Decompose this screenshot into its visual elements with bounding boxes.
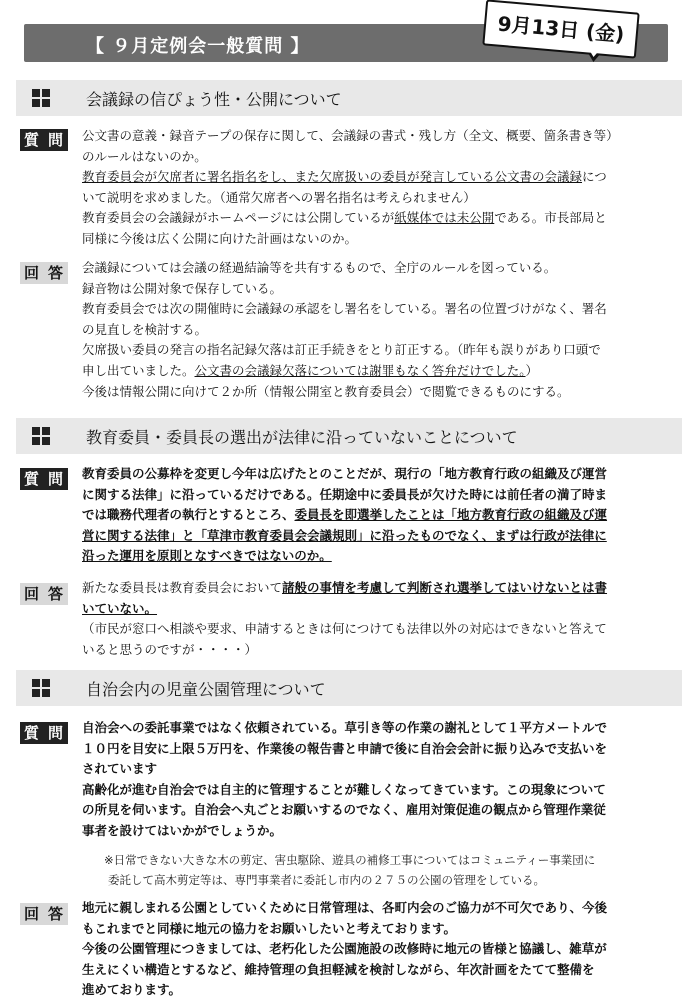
section-title: 自治会内の児童公園管理について (86, 680, 326, 699)
text-line: のルールはないのか。 (82, 148, 207, 164)
date-callout-tail-fill (586, 45, 603, 57)
text-line: 公文書の意義・録音テープの保存に関して、会議録の書式・残し方（全文、概要、箇条書き等） (82, 128, 619, 143)
underlined-text: 委員長を即選挙したことは「地方教育行政の組織及び運 (294, 507, 608, 523)
text-line: に関する法律」に沿っているだけである。任期途中に委員長が欠けた時には前任者の満了時ま (82, 486, 608, 502)
text-span: ） (525, 362, 539, 378)
question-text (82, 718, 682, 842)
text-line: 自治会への委託事業ではなく依頼されている。草引き等の作業の謝礼として１平方メートルで (82, 720, 608, 735)
grid-icon (32, 679, 50, 697)
text-span: につ (582, 169, 607, 185)
badge-char: 答 (44, 583, 68, 605)
text-line (82, 505, 682, 526)
text-line: 教育委員会では次の開催時に会議録の承認をし署名をしている。署名の位置づけがなく、署名 (82, 301, 607, 317)
text-line: いると思うのですが・・・・） (82, 641, 258, 657)
badge-char: 答 (44, 903, 68, 925)
text-line: （市民が窓口へ相談や要求、申請するときは何につけても法律以外の対応はできないと答えて (82, 621, 607, 637)
badge-char: 質 (20, 129, 44, 151)
text-line: 欠席扱い委員の発言の指名記録欠落は訂正手続きをとり訂正する。（昨年も誤りがあり口頭で (82, 342, 601, 358)
answer-badge (20, 262, 72, 284)
underlined-text: 紙媒体では未公開 (394, 210, 495, 226)
badge-char: 回 (20, 903, 44, 925)
text-span: 申し出ていました。 (82, 362, 195, 378)
text-line: もこれまでと同様に地元の協力をお願いしたいと考えております。 (82, 920, 457, 936)
underlined-text: 諸般の事情を考慮して判断され選挙してはいけないとは書 (282, 580, 608, 595)
grid-icon (32, 427, 50, 445)
section-title: 教育委員・委員長の選出が法律に沿っていないことについて (86, 428, 518, 447)
text-line: 教育委員の公募枠を変更し今年は広げたとのことだが、現行の「地方教育行政の組織及び運営 (82, 466, 608, 481)
badge-char: 回 (20, 262, 44, 284)
answer-text (82, 258, 682, 402)
underlined-text: 公文書の会議録欠落については謝罪もなく答弁だけでした。 (194, 362, 526, 378)
text-line: 委託して高木剪定等は、専門事業者に委託し市内の２７５の公園の管理をしている。 (108, 873, 545, 887)
section-title: 会議録の信ぴょう性・公開について (86, 90, 342, 109)
badge-char: 回 (20, 583, 44, 605)
question-text (82, 126, 682, 250)
text-line: されています (82, 761, 158, 777)
badge-char: 問 (44, 129, 68, 151)
question-badge (20, 468, 72, 490)
text-line: ※日常できない大きな木の剪定、害虫駆除、遊具の補修工事についてはコミュニティー事業団に (104, 853, 596, 867)
text-span: では職務代理者の執行とするところ、 (82, 507, 295, 523)
text-line: いて説明を求めました。（通常欠席者への署名指名は考えられません） (82, 189, 476, 205)
text-line: 今後の公園管理につきましては、老朽化した公園施設の改修時に地元の皆様と協議し、雑草が (82, 941, 607, 957)
text-line: いていない。 (82, 600, 158, 616)
text-line: 事者を設けてはいかがでしょうか。 (82, 822, 283, 838)
text-line: の見直しを検討する。 (82, 321, 208, 337)
text-span: である。市長部局と (494, 210, 607, 226)
text-line (82, 208, 682, 229)
text-span: 教育委員会の会議録がホームページには公開しているが (82, 210, 395, 226)
answer-badge (20, 903, 72, 925)
question-text (82, 464, 682, 567)
text-line: 地元に親しまれる公園としていくために日常管理は、各町内会のご協力が不可欠であり、今後 (82, 900, 608, 915)
footnote (104, 850, 684, 890)
badge-char: 答 (44, 262, 68, 284)
section-header-minutes (16, 80, 682, 116)
underlined-text: 教育委員会が欠席者に署名指名をし、また欠席扱いの委員が発言している公文書の会議録 (82, 169, 583, 185)
text-line: 進めております。 (82, 982, 182, 998)
text-line: 今後は情報公開に向けて２か所（情報公開室と教育委員会）で閲覧できるものにする。 (82, 383, 570, 399)
text-line: 高齢化が進む自治会では自主的に管理することが難しくなってきています。この現象について (82, 781, 606, 797)
text-line: 生えにくい構造とするなど、維持管理の負担軽減を検討しながら、年次計画をたてて整備を (82, 961, 595, 977)
text-line (82, 578, 682, 599)
section-header-park-management (16, 670, 682, 706)
date-callout: 9月13日 (金) (482, 0, 639, 59)
answer-text (82, 898, 682, 1001)
text-line: 沿った運用を原則となすべきではないのか。 (82, 548, 332, 564)
question-badge (20, 722, 72, 744)
badge-char: 質 (20, 468, 44, 490)
page-title: 【 ９月定例会一般質問 】 (86, 36, 310, 57)
text-span: 新たな委員長は教育委員会において (82, 580, 283, 595)
text-line: 録音物は公開対象で保存している。 (82, 280, 283, 296)
text-line (82, 361, 682, 382)
badge-char: 問 (44, 468, 68, 490)
text-line: 会議録については会議の経過結論等を共有するもので、全庁のルールを図っている。 (82, 260, 557, 275)
text-line: 同様に今後は広く公開に向けた計画はないのか。 (82, 230, 358, 246)
text-line: １０円を目安に上限５万円を、作業後の報告書と申請で後に自治会会計に振り込みで支払いを (82, 740, 608, 756)
answer-badge (20, 583, 72, 605)
grid-icon (32, 89, 50, 107)
badge-char: 質 (20, 722, 44, 744)
text-line: の所見を伺います。自治会へ丸ごとお願いするのでなく、雇用対策促進の観点から管理作業従 (82, 802, 606, 818)
section-header-board-election (16, 418, 682, 454)
text-line: 営に関する法律」と「草津市教育委員会会議規則」に沿ったものでなく、まずは行政が法律に (82, 527, 607, 543)
text-line (82, 167, 682, 188)
answer-text (82, 578, 682, 660)
badge-char: 問 (44, 722, 68, 744)
question-badge (20, 129, 72, 151)
